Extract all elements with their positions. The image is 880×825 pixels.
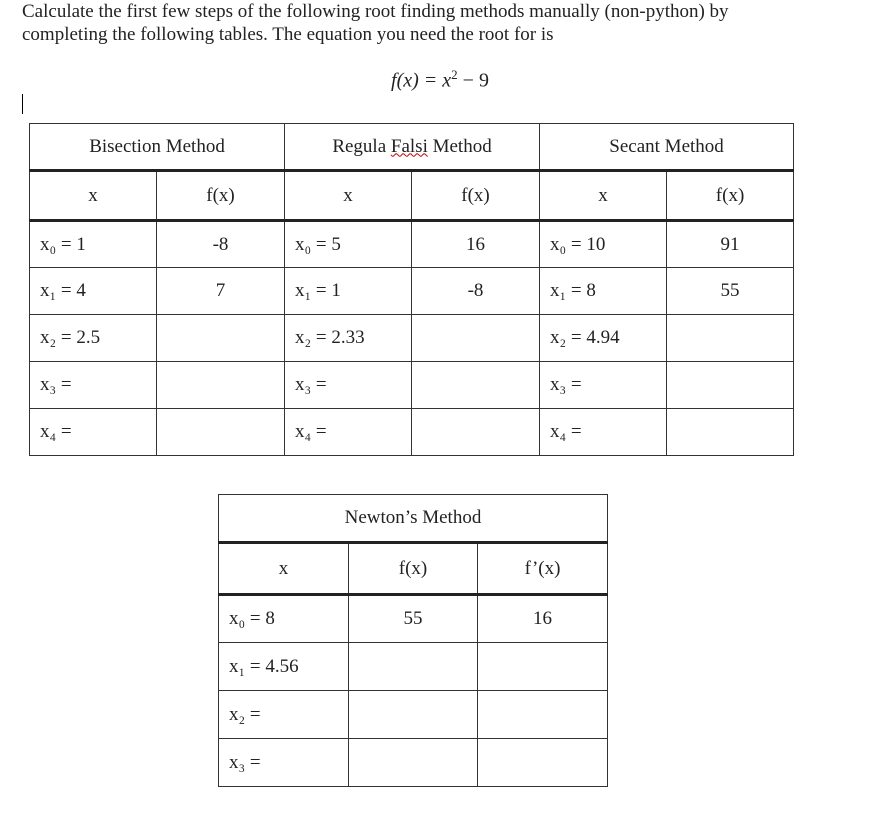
newton-fx-cell[interactable]: 55 [349,595,478,643]
newton-x-cell[interactable]: x₀ = 8 [219,595,349,643]
regula-falsi-x-cell[interactable]: x₀ = 5 [285,221,412,268]
bisection-x-cell[interactable]: x₀ = 1 [30,221,157,268]
bisection-col-x[interactable]: x [30,171,157,221]
secant-col-fx[interactable]: f(x) [667,171,794,221]
regula-falsi-fx-cell[interactable] [412,409,540,456]
newton-dfx-cell[interactable] [478,739,608,787]
regula-falsi-title-flagged: Falsi [390,135,428,157]
table-row [30,315,794,362]
newton-dfx-cell[interactable] [478,691,608,739]
equation [0,67,880,93]
secant-x-cell[interactable]: x₄ = [540,409,667,456]
newton-table [218,494,608,787]
table-row [30,362,794,409]
secant-x-cell[interactable]: x₂ = 4.94 [540,315,667,362]
newton-title-row [219,495,608,543]
newton-col-fx[interactable]: f(x) [349,543,478,595]
bisection-x-cell[interactable]: x₃ = [30,362,157,409]
newton-title[interactable]: Newton’s Method [219,495,608,543]
bisection-fx-cell[interactable] [157,409,285,456]
regula-falsi-title[interactable] [285,124,540,171]
bisection-x-cell[interactable]: x₄ = [30,409,157,456]
secant-x-cell[interactable]: x₀ = 10 [540,221,667,268]
newton-col-dfx[interactable]: f’(x) [478,543,608,595]
regula-falsi-x-cell[interactable]: x₂ = 2.33 [285,315,412,362]
newton-fx-cell[interactable] [349,643,478,691]
regula-falsi-col-fx[interactable]: f(x) [412,171,540,221]
bisection-fx-cell[interactable] [157,315,285,362]
table-row [219,595,608,643]
secant-col-x[interactable]: x [540,171,667,221]
bisection-fx-cell[interactable] [157,362,285,409]
instructions-line-2: completing the following tables. The equation you need the root for is [22,24,554,45]
bisection-col-fx[interactable]: f(x) [157,171,285,221]
regula-falsi-fx-cell[interactable] [412,315,540,362]
equation-rhs: − 9 [457,69,489,92]
bisection-x-cell[interactable]: x₂ = 2.5 [30,315,157,362]
newton-x-cell[interactable]: x₃ = [219,739,349,787]
instructions-paragraph [22,0,872,46]
regula-falsi-title-pre: Regula [332,135,391,157]
regula-falsi-fx-cell[interactable]: 16 [412,221,540,268]
secant-fx-cell[interactable] [667,362,794,409]
methods-table [29,123,794,456]
regula-falsi-fx-cell[interactable] [412,362,540,409]
secant-fx-cell[interactable]: 91 [667,221,794,268]
regula-falsi-title-post: Method [427,135,492,157]
table-row [30,409,794,456]
newton-col-x[interactable]: x [219,543,349,595]
regula-falsi-col-x[interactable]: x [285,171,412,221]
regula-falsi-x-cell[interactable]: x₁ = 1 [285,268,412,315]
methods-header-row [30,171,794,221]
equation-lhs: f(x) = x [391,69,452,92]
instructions-line-1: Calculate the first few steps of the following root finding methods manually (non-python) by [22,1,729,22]
secant-title[interactable]: Secant Method [540,124,794,171]
newton-fx-cell[interactable] [349,691,478,739]
regula-falsi-x-cell[interactable]: x₃ = [285,362,412,409]
bisection-x-cell[interactable]: x₁ = 4 [30,268,157,315]
secant-x-cell[interactable]: x₃ = [540,362,667,409]
table-row [30,268,794,315]
newton-fx-cell[interactable] [349,739,478,787]
bisection-fx-cell[interactable]: -8 [157,221,285,268]
text-cursor [22,94,23,114]
equation-exponent: 2 [451,67,458,82]
table-row [30,221,794,268]
newton-header-row [219,543,608,595]
table-row [219,643,608,691]
newton-dfx-cell[interactable]: 16 [478,595,608,643]
methods-title-row [30,124,794,171]
regula-falsi-x-cell[interactable]: x₄ = [285,409,412,456]
bisection-title[interactable]: Bisection Method [30,124,285,171]
secant-fx-cell[interactable]: 55 [667,268,794,315]
table-row [219,739,608,787]
bisection-fx-cell[interactable]: 7 [157,268,285,315]
regula-falsi-fx-cell[interactable]: -8 [412,268,540,315]
newton-x-cell[interactable]: x₁ = 4.56 [219,643,349,691]
secant-x-cell[interactable]: x₁ = 8 [540,268,667,315]
table-row [219,691,608,739]
secant-fx-cell[interactable] [667,409,794,456]
newton-x-cell[interactable]: x₂ = [219,691,349,739]
newton-dfx-cell[interactable] [478,643,608,691]
secant-fx-cell[interactable] [667,315,794,362]
